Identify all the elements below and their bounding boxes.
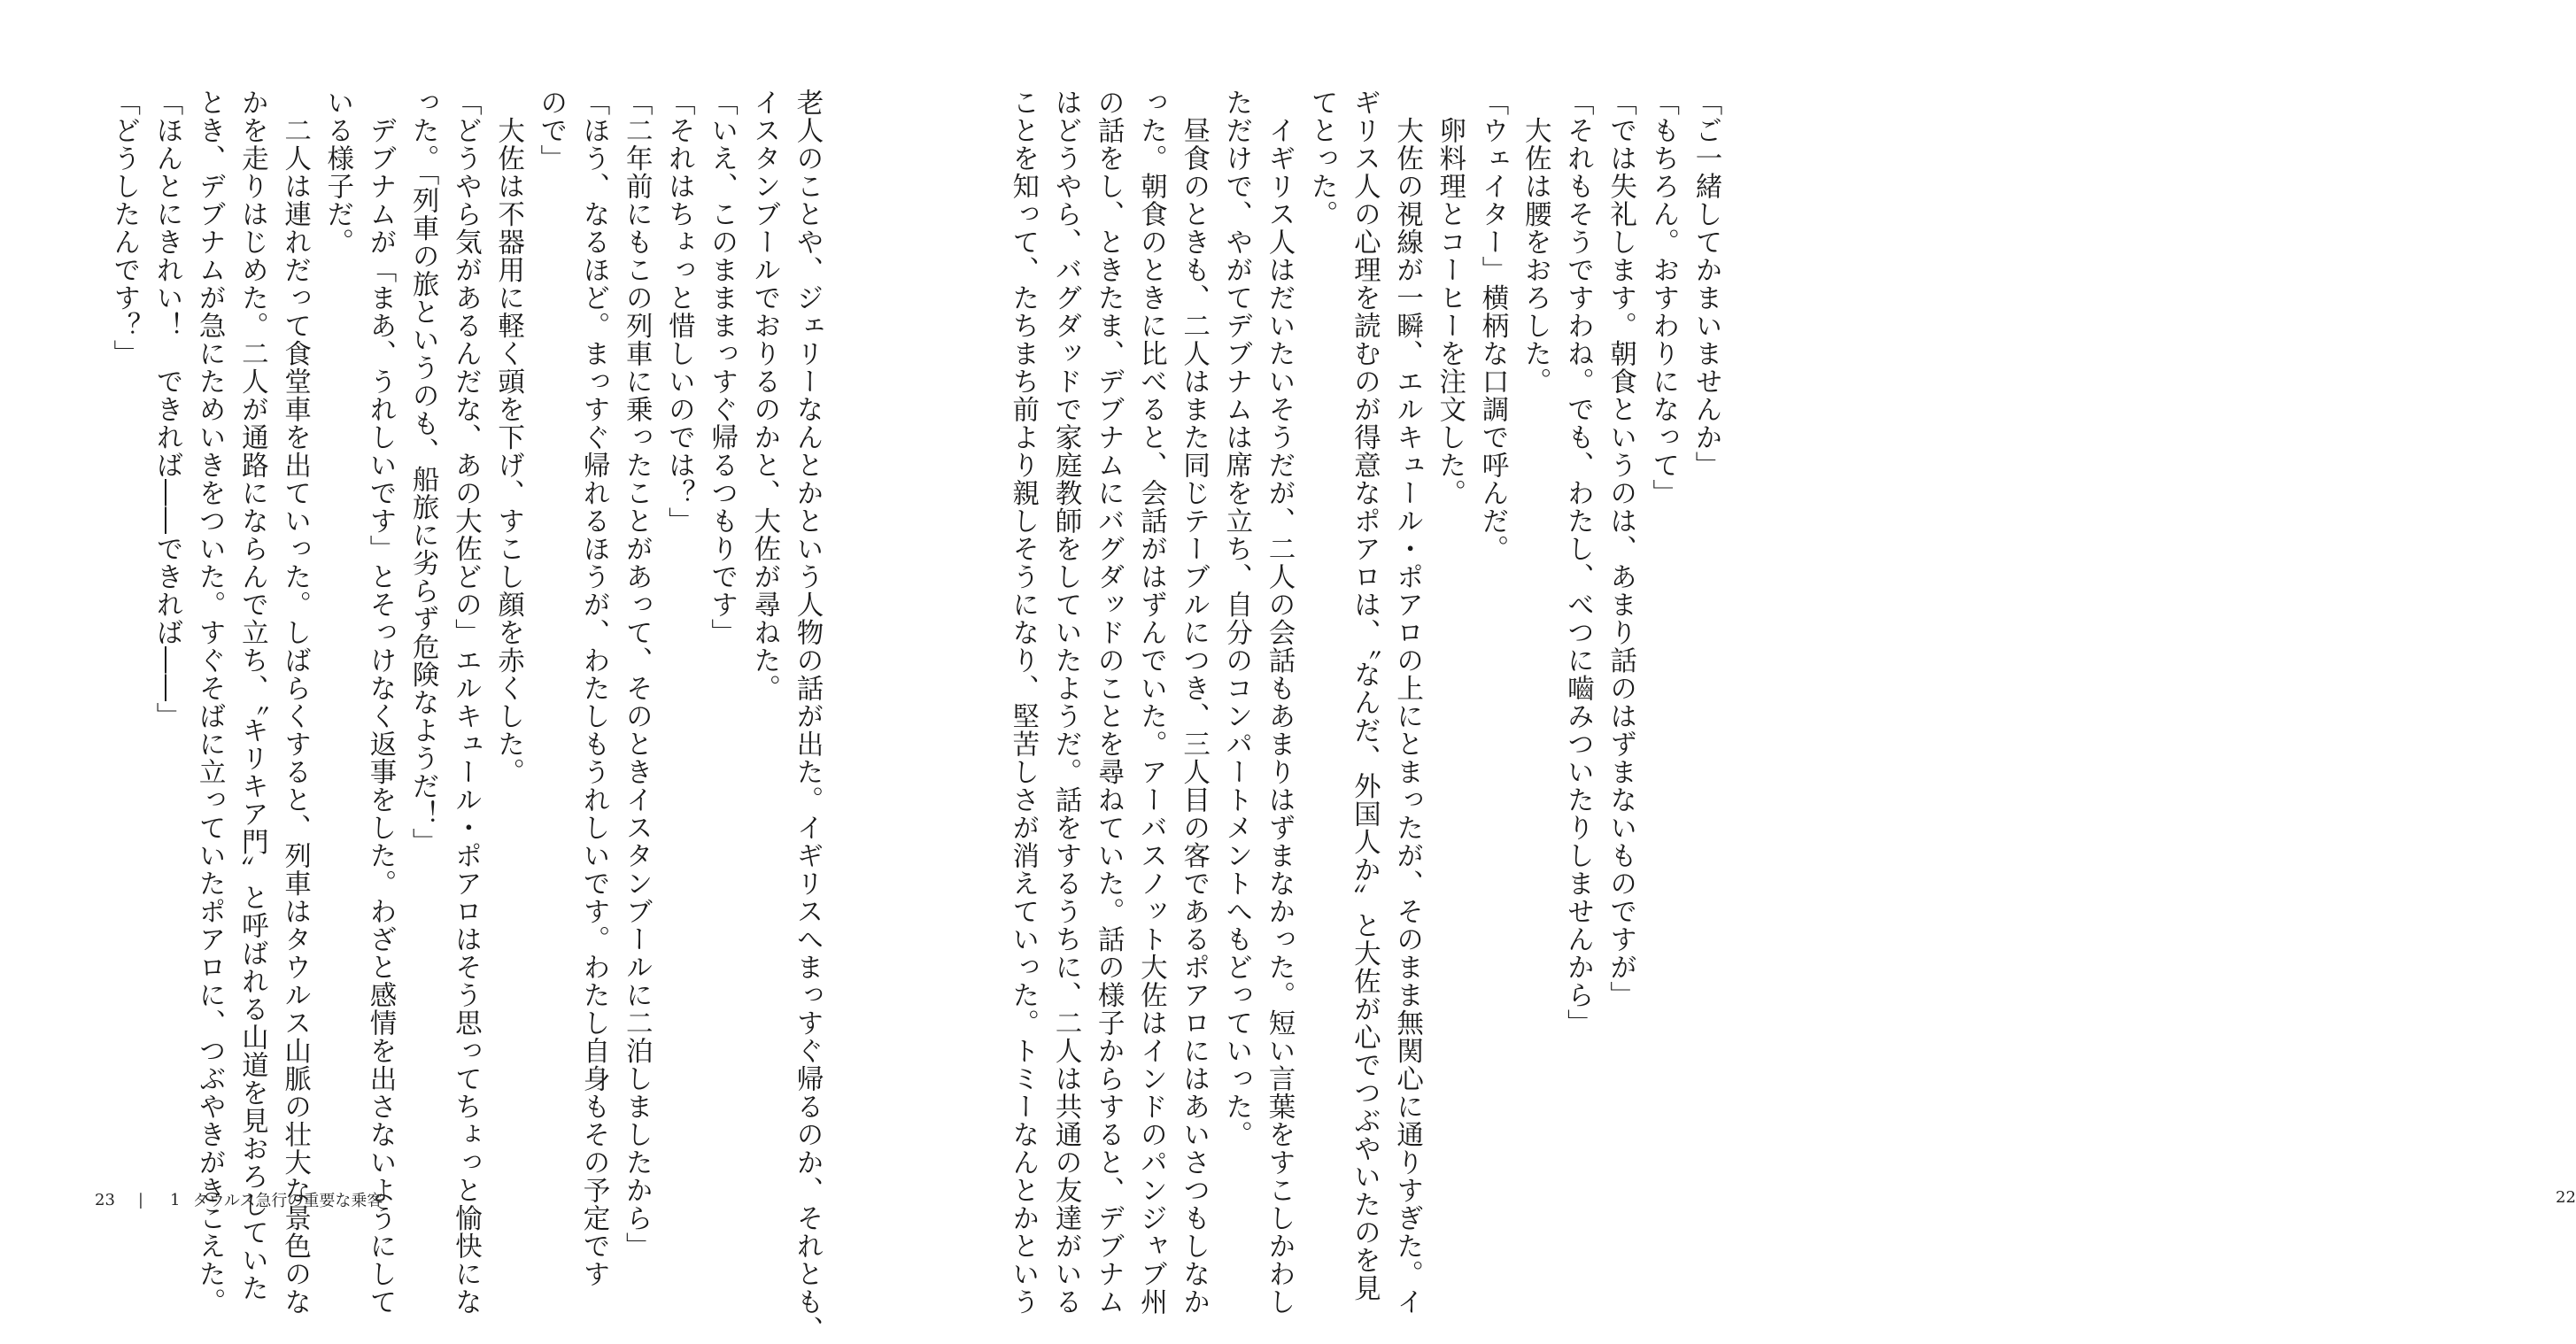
text-line: 「ほんとにきれい！ できれば――できれば――」 <box>151 89 182 730</box>
page-number-left: 23 <box>95 1190 115 1209</box>
text-line: ので」 <box>535 89 567 173</box>
text-line: った。朝食のときに比べると、会話がはずんでいた。アーバスノット大佐はインドのパンジャブ州 <box>1135 89 1167 1316</box>
text-line: はどうやら、バグダッドで家庭教師をしていたようだ。話をするうちに、二人は共通の友達がいる <box>1049 89 1081 1316</box>
text-line: 「それはちょっと惜しいのでは？」 <box>663 89 695 535</box>
text-line: 大佐は腰をおろした。 <box>1520 116 1551 396</box>
text-line: てとった。 <box>1306 89 1338 228</box>
text-line: イスタンブールでおりるのかと、大佐が尋ねた。 <box>748 89 780 702</box>
text-line: 「ご一緒してかまいませんか」 <box>1690 89 1721 479</box>
text-line: 「どうやら気があるんだな、あの大佐どの」エルキュール・ポアロはそう思ってちょっと愉快にな <box>450 89 482 1316</box>
text-line: ただけで、やがてデブナムは席を立ち、自分のコンパートメントへもどっていった。 <box>1220 89 1252 1148</box>
text-line: 「それもそうですわね。でも、わたし、べつに嚙みついたりしませんから」 <box>1562 89 1594 1037</box>
text-line: の話をし、ときたま、デブナムにバグダッドのことを尋ねていた。話の様子からすると、デブナム <box>1093 89 1125 1316</box>
right-page <box>886 0 2576 1316</box>
footer-separator: | <box>137 1190 143 1209</box>
page-number-right: 22 <box>2556 1188 2576 1207</box>
text-line: 大佐の視線が一瞬、エルキュール・ポアロの上にとまったが、そのまま無関心に通りすぎた。イ <box>1391 116 1423 1316</box>
text-line: 昼食のときも、二人はまた同じテーブルにつき、三人目の客であるポアロにはあいさつもしなか <box>1178 116 1210 1316</box>
right-page-body <box>1002 89 1727 1316</box>
text-line: 二人は連れだって食堂車を出ていった。しばらくすると、列車はタウルス山脈の壮大な景色のな <box>279 116 311 1316</box>
text-line: 卵料理とコーヒーを注文した。 <box>1434 116 1466 507</box>
text-line: とき、デブナムが急にためいきをついた。すぐそばに立っていたポアロに、つぶやきがきこえた。 <box>194 89 226 1316</box>
chapter-title: タウルス急行の重要な乗客 <box>192 1192 383 1210</box>
text-line: 「ウェイター」横柄な口調で呼んだ。 <box>1476 89 1508 563</box>
text-line: 大佐は不器用に軽く頭を下げ、すこし顔を赤くした。 <box>492 116 524 786</box>
text-line: かを走りはじめた。二人が通路にならんで立ち、〝キリキア門〟と呼ばれる山道を見おろしていた <box>236 89 268 1302</box>
text-line: ことを知って、たちまち前より親しそうになり、堅苦しさが消えていった。トミーなんとかという <box>1007 89 1039 1316</box>
text-line: 「いえ、このまままっすぐ帰るつもりです」 <box>706 89 738 646</box>
text-line: 「ほう、なるほど。まっすぐ帰れるほうが、わたしもうれしいです。わたし自身もその予定です <box>577 89 609 1288</box>
text-line: 「もちろん。おすわりになって」 <box>1647 89 1679 507</box>
text-line: デブナムが「まあ、うれしいです」とそっけなく返事をした。わざと感情を出さないようにして <box>364 116 396 1316</box>
running-footer <box>95 1188 383 1211</box>
text-line: 老人のことや、ジェリーなんとかという人物の話が出た。イギリスへまっすぐ帰るのか、それとも、 <box>792 89 823 1344</box>
text-line: った。「列車の旅というのも、船旅に劣らず危険なようだ！」 <box>407 89 439 856</box>
text-line: 「では失礼します。朝食というのは、あまり話のはずまないものですが」 <box>1605 89 1636 1009</box>
text-line: いる様子だ。 <box>321 89 353 256</box>
text-line: イギリス人はだいたいそうだが、二人の会話もあまりはずまなかった。短い言葉をすこしかわし <box>1263 116 1295 1316</box>
left-page <box>0 0 886 1344</box>
text-line: 「どうしたんです？」 <box>108 89 140 367</box>
chapter-number: 1 <box>169 1190 181 1209</box>
text-line: ギリス人の心理を読むのが得意なポアロは、〝なんだ、外国人か〟と大佐が心でつぶやいたのを見 <box>1349 89 1381 1302</box>
text-line: 「二年前にもこの列車に乗ったことがあって、そのときイスタンブールに二泊しましたから」 <box>621 89 653 1260</box>
